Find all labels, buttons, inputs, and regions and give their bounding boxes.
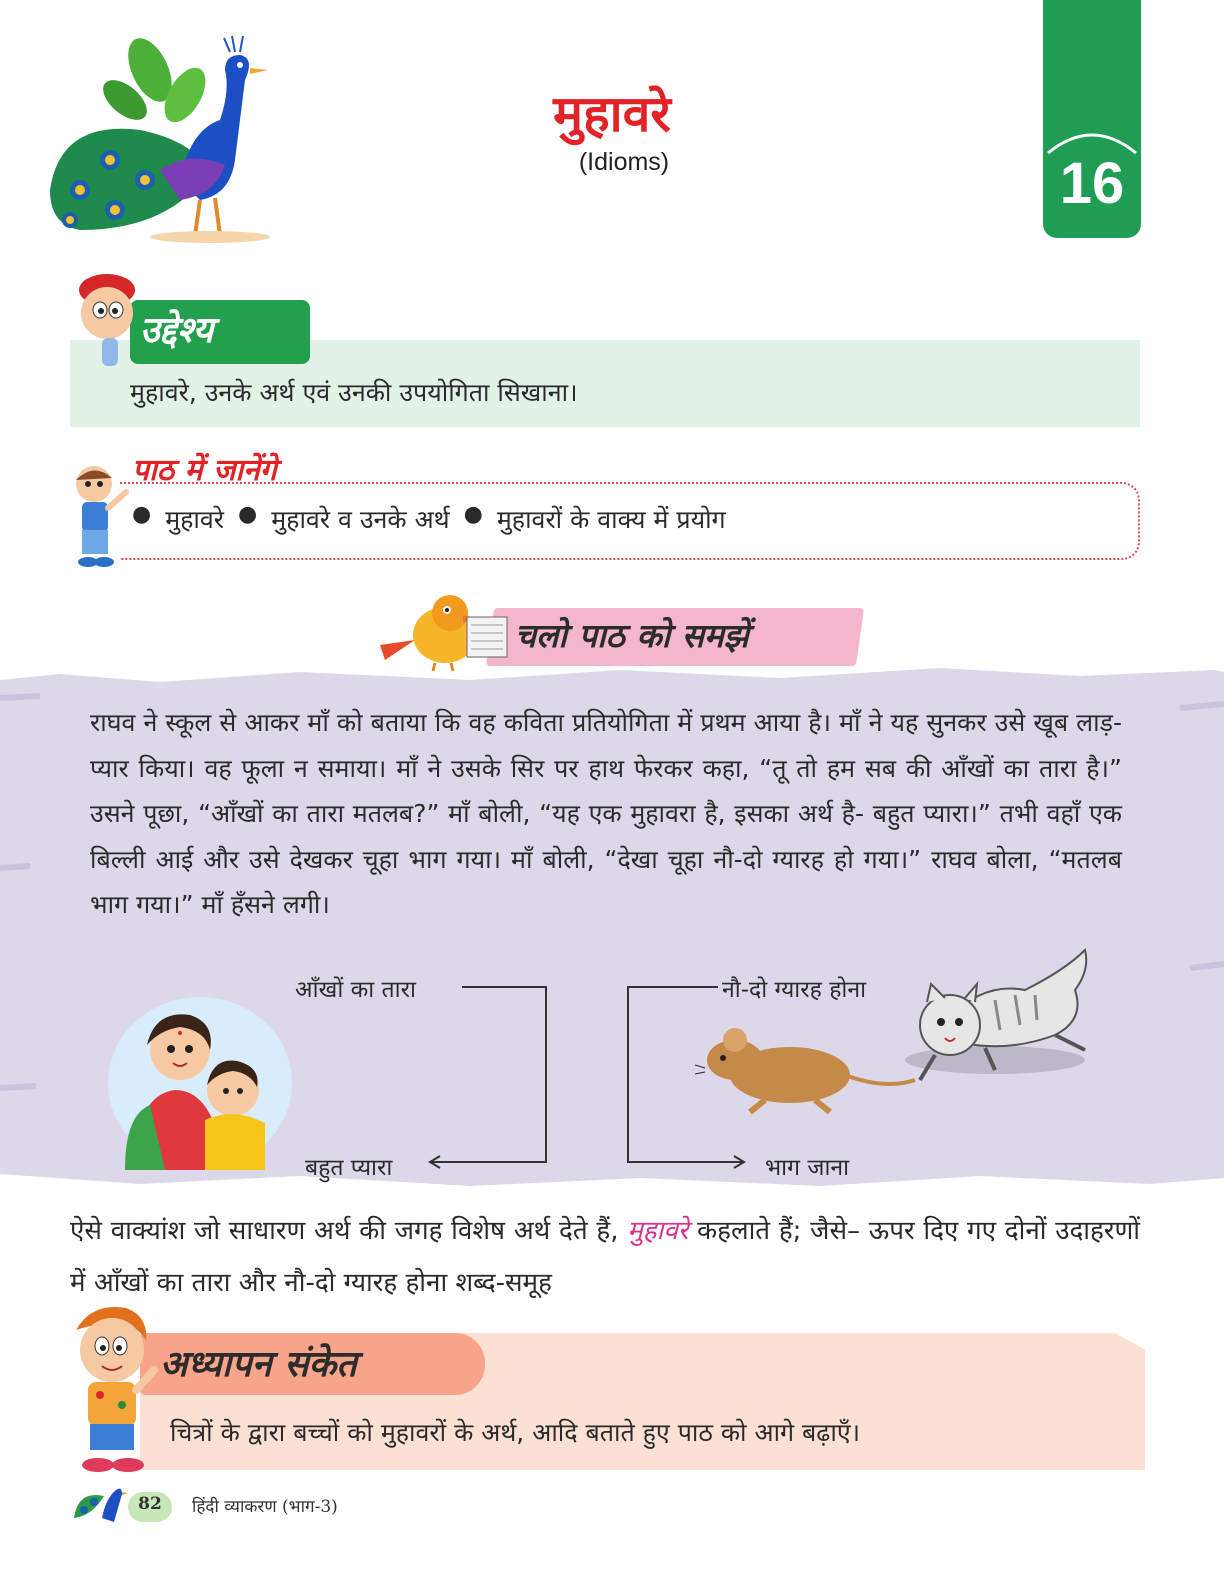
book-title: हिंदी व्याकरण (भाग-3) [192, 1497, 338, 1517]
bullet-icon: ● [463, 502, 483, 527]
teaching-hint-heading: अध्यापन संकेत [160, 1344, 357, 1385]
peacock-footer-icon [72, 1478, 130, 1530]
objective-text: मुहावरे, उनके अर्थ एवं उनकी उपयोगिता सिखाना। [130, 378, 578, 407]
meaning-label-1: बहुत प्यारा [305, 1155, 393, 1181]
thinking-boy-illustration [72, 268, 142, 368]
mother-child-illustration [105, 995, 295, 1170]
learn-item: मुहावरे [165, 505, 225, 534]
teaching-hint-text: चित्रों के द्वारा बच्चों को मुहावरों के अर्थ, आदि बताते हुए पाठ को आगे बढ़ाएँ। [170, 1418, 861, 1447]
definition-text [70, 1205, 1140, 1309]
definition-part1: ऐसे वाक्यांश जो साधारण अर्थ की जगह विशेष अर्थ देते हैं, [70, 1216, 628, 1246]
learn-item: मुहावरे व उनके अर्थ [271, 505, 450, 534]
waving-boy-illustration [62, 1300, 162, 1478]
story-text: राघव ने स्कूल से आकर माँ को बताया कि वह कविता प्रतियोगिता में प्रथम आया है। माँ ने यह सुनकर उसे खूब लाड़-प्यार किया। वह फूला न समाया। माँ ने उसके सिर पर हाथ फेरकर कहा, “तू तो हम सब की आँखों का तारा है।” उसने पूछा, “आँखों का तारा मतलब?” माँ बोली, “यह एक मुहावरा है, इसका अर्थ है- बहुत प्यारा।” तभी वहाँ एक बिल्ली आई और उसे देखकर चूहा भाग गया। माँ बोली, “देखा चूहा नौ-दो ग्यारह हो गया।” राघव बोला, “मतलब भाग गया।” माँ हँसने लगी। [90, 708, 1122, 919]
reading-bird-illustration [375, 585, 515, 673]
pointing-boy-illustration [70, 462, 130, 570]
page-subtitle: (Idioms) [578, 148, 670, 176]
bullet-icon: ● [238, 502, 258, 527]
bullet-icon: ● [132, 502, 152, 527]
idiom-label-2: नौ-दो ग्यारह होना [722, 977, 867, 1003]
definition-part2: कहलाते हैं; जैसे– ऊपर दिए गए दोनों उदाहरणों में आँखों का तारा और नौ-दो ग्यारह होना शब्द-समूह [70, 1216, 1140, 1298]
meaning-label-2: भाग जाना [765, 1155, 850, 1181]
page-title: मुहावरे [553, 85, 671, 143]
chapter-number: 16 [1059, 151, 1125, 216]
idiom-label-1: आँखों का तारा [295, 977, 416, 1003]
objective-heading: उद्देश्य [140, 310, 214, 351]
cat-chasing-rat-illustration [695, 940, 1115, 1140]
learn-heading: पाठ में जानेंगे [132, 453, 277, 488]
learn-items [132, 502, 726, 536]
learn-item: मुहावरों के वाक्य में प्रयोग [496, 505, 726, 534]
page-number: 82 [138, 1494, 162, 1514]
section-heading: चलो पाठ को समझें [515, 616, 749, 655]
definition-highlight: मुहावरे [627, 1216, 689, 1246]
